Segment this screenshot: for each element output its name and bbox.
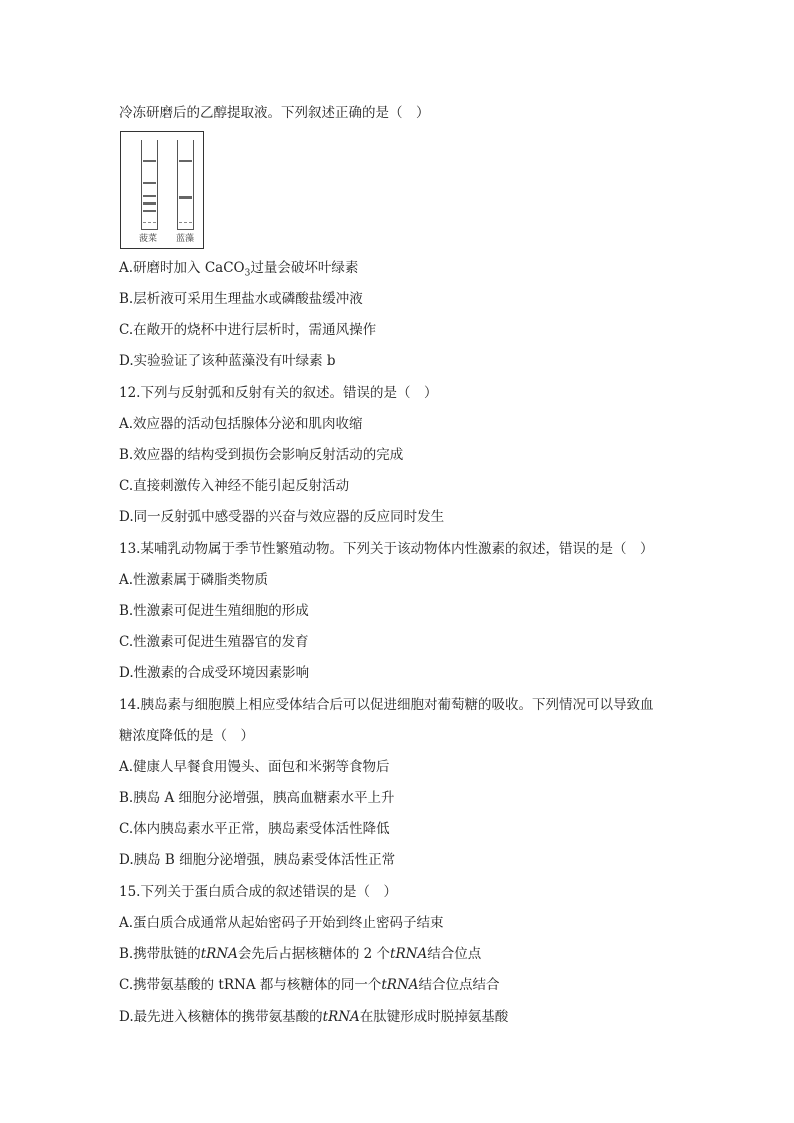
q11-option-b: B.层析液可采用生理盐水或磷酸盐缓冲液 (119, 291, 363, 307)
tube-cyanobacteria (177, 140, 194, 230)
q15-option-a: A.蛋白质合成通常从起始密码子开始到终止密码子结束 (119, 915, 444, 931)
q15-stem: 15.下列关于蛋白质合成的叙述错误的是（ ） (119, 884, 397, 900)
q14-option-d: D.胰岛 B 细胞分泌增强，胰岛素受体活性正常 (119, 852, 396, 868)
q14-option-c: C.体内胰岛素水平正常，胰岛素受体活性降低 (119, 821, 390, 837)
q14-option-a: A.健康人早餐食用馒头、面包和米粥等食物后 (119, 759, 390, 775)
tube-label-right: 蓝藻 (176, 234, 195, 244)
q11-stem-tail: 冷冻研磨后的乙醇提取液。下列叙述正确的是（ ） (119, 105, 430, 121)
q11-option-a: A.研磨时加入 CaCO$_3$过量会破坏叶绿素 (119, 260, 359, 279)
q12-stem: 12.下列与反射弧和反射有关的叙述。错误的是（ ） (119, 385, 438, 401)
q12-option-a: A.效应器的活动包括腺体分泌和肌肉收缩 (119, 416, 363, 432)
q15-option-d: D.最先进入核糖体的携带氨基酸的tRNA在肽键形成时脱掉氨基酸 (119, 1009, 509, 1025)
q13-option-c: C.性激素可促进生殖器官的发育 (119, 634, 309, 650)
q12-option-c: C.直接刺激传入神经不能引起反射活动 (119, 478, 350, 494)
tube-spinach (141, 140, 158, 230)
q12-option-b: B.效应器的结构受到损伤会影响反射活动的完成 (119, 447, 404, 463)
q14-option-b: B.胰岛 A 细胞分泌增强，胰高血糖素水平上升 (119, 790, 395, 806)
q13-option-d: D.性激素的合成受环境因素影响 (119, 665, 310, 681)
q13-option-a: A.性激素属于磷脂类物质 (119, 572, 269, 588)
q15-option-c: C.携带氨基酸的 tRNA 都与核糖体的同一个tRNA结合位点结合 (119, 977, 500, 993)
q11-option-c: C.在敞开的烧杯中进行层析时，需通风操作 (119, 322, 377, 338)
q13-stem: 13.某哺乳动物属于季节性繁殖动物。下列关于该动物体内性激素的叙述，错误的是（ ） (119, 541, 654, 557)
q13-option-b: B.性激素可促进生殖细胞的形成 (119, 603, 309, 619)
q12-option-d: D.同一反射弧中感受器的兴奋与效应器的反应同时发生 (119, 509, 445, 525)
tube-label-left: 菠菜 (139, 234, 158, 244)
q11-option-d: D.实验验证了该种蓝藻没有叶绿素 b (119, 353, 336, 369)
chromatography-figure (120, 131, 204, 249)
q14-stem-line2: 糖浓度降低的是（ ） (119, 728, 254, 744)
q14-stem-line1: 14.胰岛素与细胞膜上相应受体结合后可以促进细胞对葡萄糖的吸收。下列情况可以导致血 (119, 697, 654, 713)
q15-option-b: B.携带肽链的tRNA会先后占据核糖体的 2 个tRNA结合位点 (119, 946, 482, 962)
